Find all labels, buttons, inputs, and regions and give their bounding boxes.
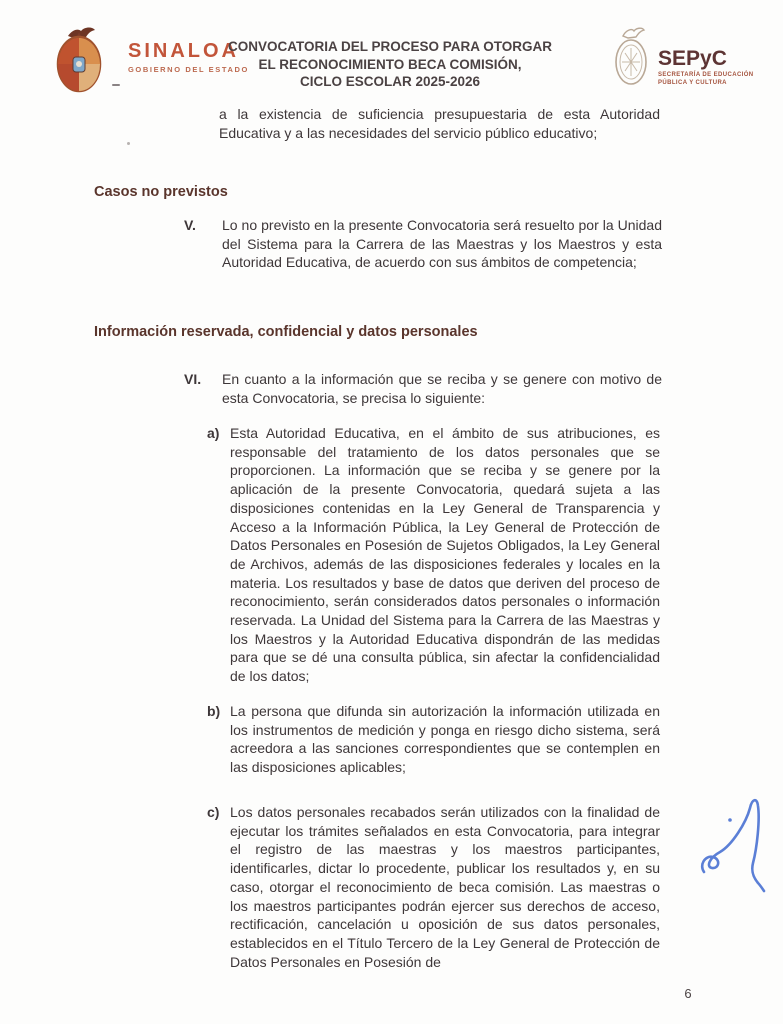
sepyc-subtitle-line-2: PÚBLICA Y CULTURA bbox=[658, 79, 727, 86]
scan-artifact-dot bbox=[127, 142, 130, 145]
list-item-b bbox=[207, 702, 660, 777]
list-item-a-label: a) bbox=[207, 425, 220, 441]
signature-mark bbox=[694, 792, 774, 902]
page-number: 6 bbox=[684, 986, 692, 1001]
document-title-line-2: EL RECONOCIMIENTO BECA COMISIÓN, bbox=[258, 56, 522, 72]
list-item-vi-label: VI. bbox=[184, 371, 202, 387]
list-item-b-text: La persona que difunda sin autorización la información utilizada en los instrumentos de medición y ponga en riesgo dicho sistema, será acreedora a las sanciones correspondientes que se contemplen en las disposiciones aplicables; bbox=[230, 703, 660, 776]
sinaloa-subtitle: GOBIERNO DEL ESTADO bbox=[128, 65, 249, 74]
document-title bbox=[205, 38, 575, 91]
intro-paragraph: a la existencia de suficiencia presupuestaria de esta Autoridad Educativa y a las necesidades del servicio público educativo; bbox=[219, 106, 660, 141]
list-item-v-text: Lo no previsto en la presente Convocatoria será resuelto por la Unidad del Sistema para la Carrera de las Maestras y los Maestros y esta Autoridad Educativa, de acuerdo con sus ámbitos de competencia; bbox=[222, 217, 662, 271]
list-item-c-label: c) bbox=[207, 804, 220, 820]
section-heading-informacion-reservada: Información reservada, confidencial y datos personales bbox=[94, 324, 478, 340]
list-item-v bbox=[184, 216, 662, 272]
document-title-line-3: CICLO ESCOLAR 2025-2026 bbox=[299, 74, 481, 89]
list-item-a-text: Esta Autoridad Educativa, en el ámbito de sus atribuciones, es responsable del tratamiento de los datos personales que se proporcionen. La información que se reciba y se genere por la aplicación de la presente Convocatoria, quedará sujeta a las disposiciones contenidas en la Ley General de Transparencia y Acceso a la Información Pública, la Ley General de Protección de Datos Personales en Posesión de Sujetos Obligados, la Ley General de Archivos, además de las disposiciones federales y locales en la materia. Los resultados y base de datos que deriven del proceso de reconocimiento, serán considerados datos personales o información reservada. La Unidad del Sistema para la Carrera de las Maestras y los Maestros y la Autoridad Educativa dispondrán de las medidas para que se dé una consulta pública, sin afectar la confidencialidad de los datos; bbox=[230, 425, 660, 685]
sinaloa-crest-icon bbox=[46, 24, 112, 94]
sepyc-crest-icon bbox=[607, 26, 655, 92]
list-item-b-label: b) bbox=[207, 703, 221, 719]
list-item-c bbox=[207, 803, 660, 971]
sepyc-wordmark: SEPyC bbox=[658, 47, 727, 70]
list-item-vi-text: En cuanto a la información que se reciba y se genere con motivo de esta Convocatoria, se precisa lo siguiente: bbox=[222, 371, 662, 406]
document-title-line-1: CONVOCATORIA DEL PROCESO PARA OTORGAR bbox=[227, 39, 553, 54]
scan-artifact-dash bbox=[112, 84, 120, 86]
section-heading-casos-no-previstos: Casos no previstos bbox=[94, 184, 228, 200]
list-item-v-label: V. bbox=[184, 217, 196, 233]
sinaloa-wordmark: SINALOA bbox=[128, 40, 239, 62]
list-item-a bbox=[207, 424, 660, 686]
list-item-c-text: Los datos personales recabados serán utilizados con la finalidad de ejecutar los trámites señalados en esta Convocatoria, para integrar el registro de las maestras y los maestros participantes, identificarles, dictar lo procedente, publicar los resultados y, en su caso, otorgar el reconocimiento de beca comisión. Las maestras o los maestros participantes podrán ejercer sus derechos de acceso, rectificación, cancelación u oposición de sus datos personales, establecidos en el Título Tercero de la Ley General de Protección de Datos Personales en Posesión de bbox=[230, 804, 660, 970]
list-item-vi bbox=[184, 370, 662, 407]
sepyc-subtitle-line-1: SECRETARÍA DE EDUCACIÓN bbox=[658, 72, 754, 78]
